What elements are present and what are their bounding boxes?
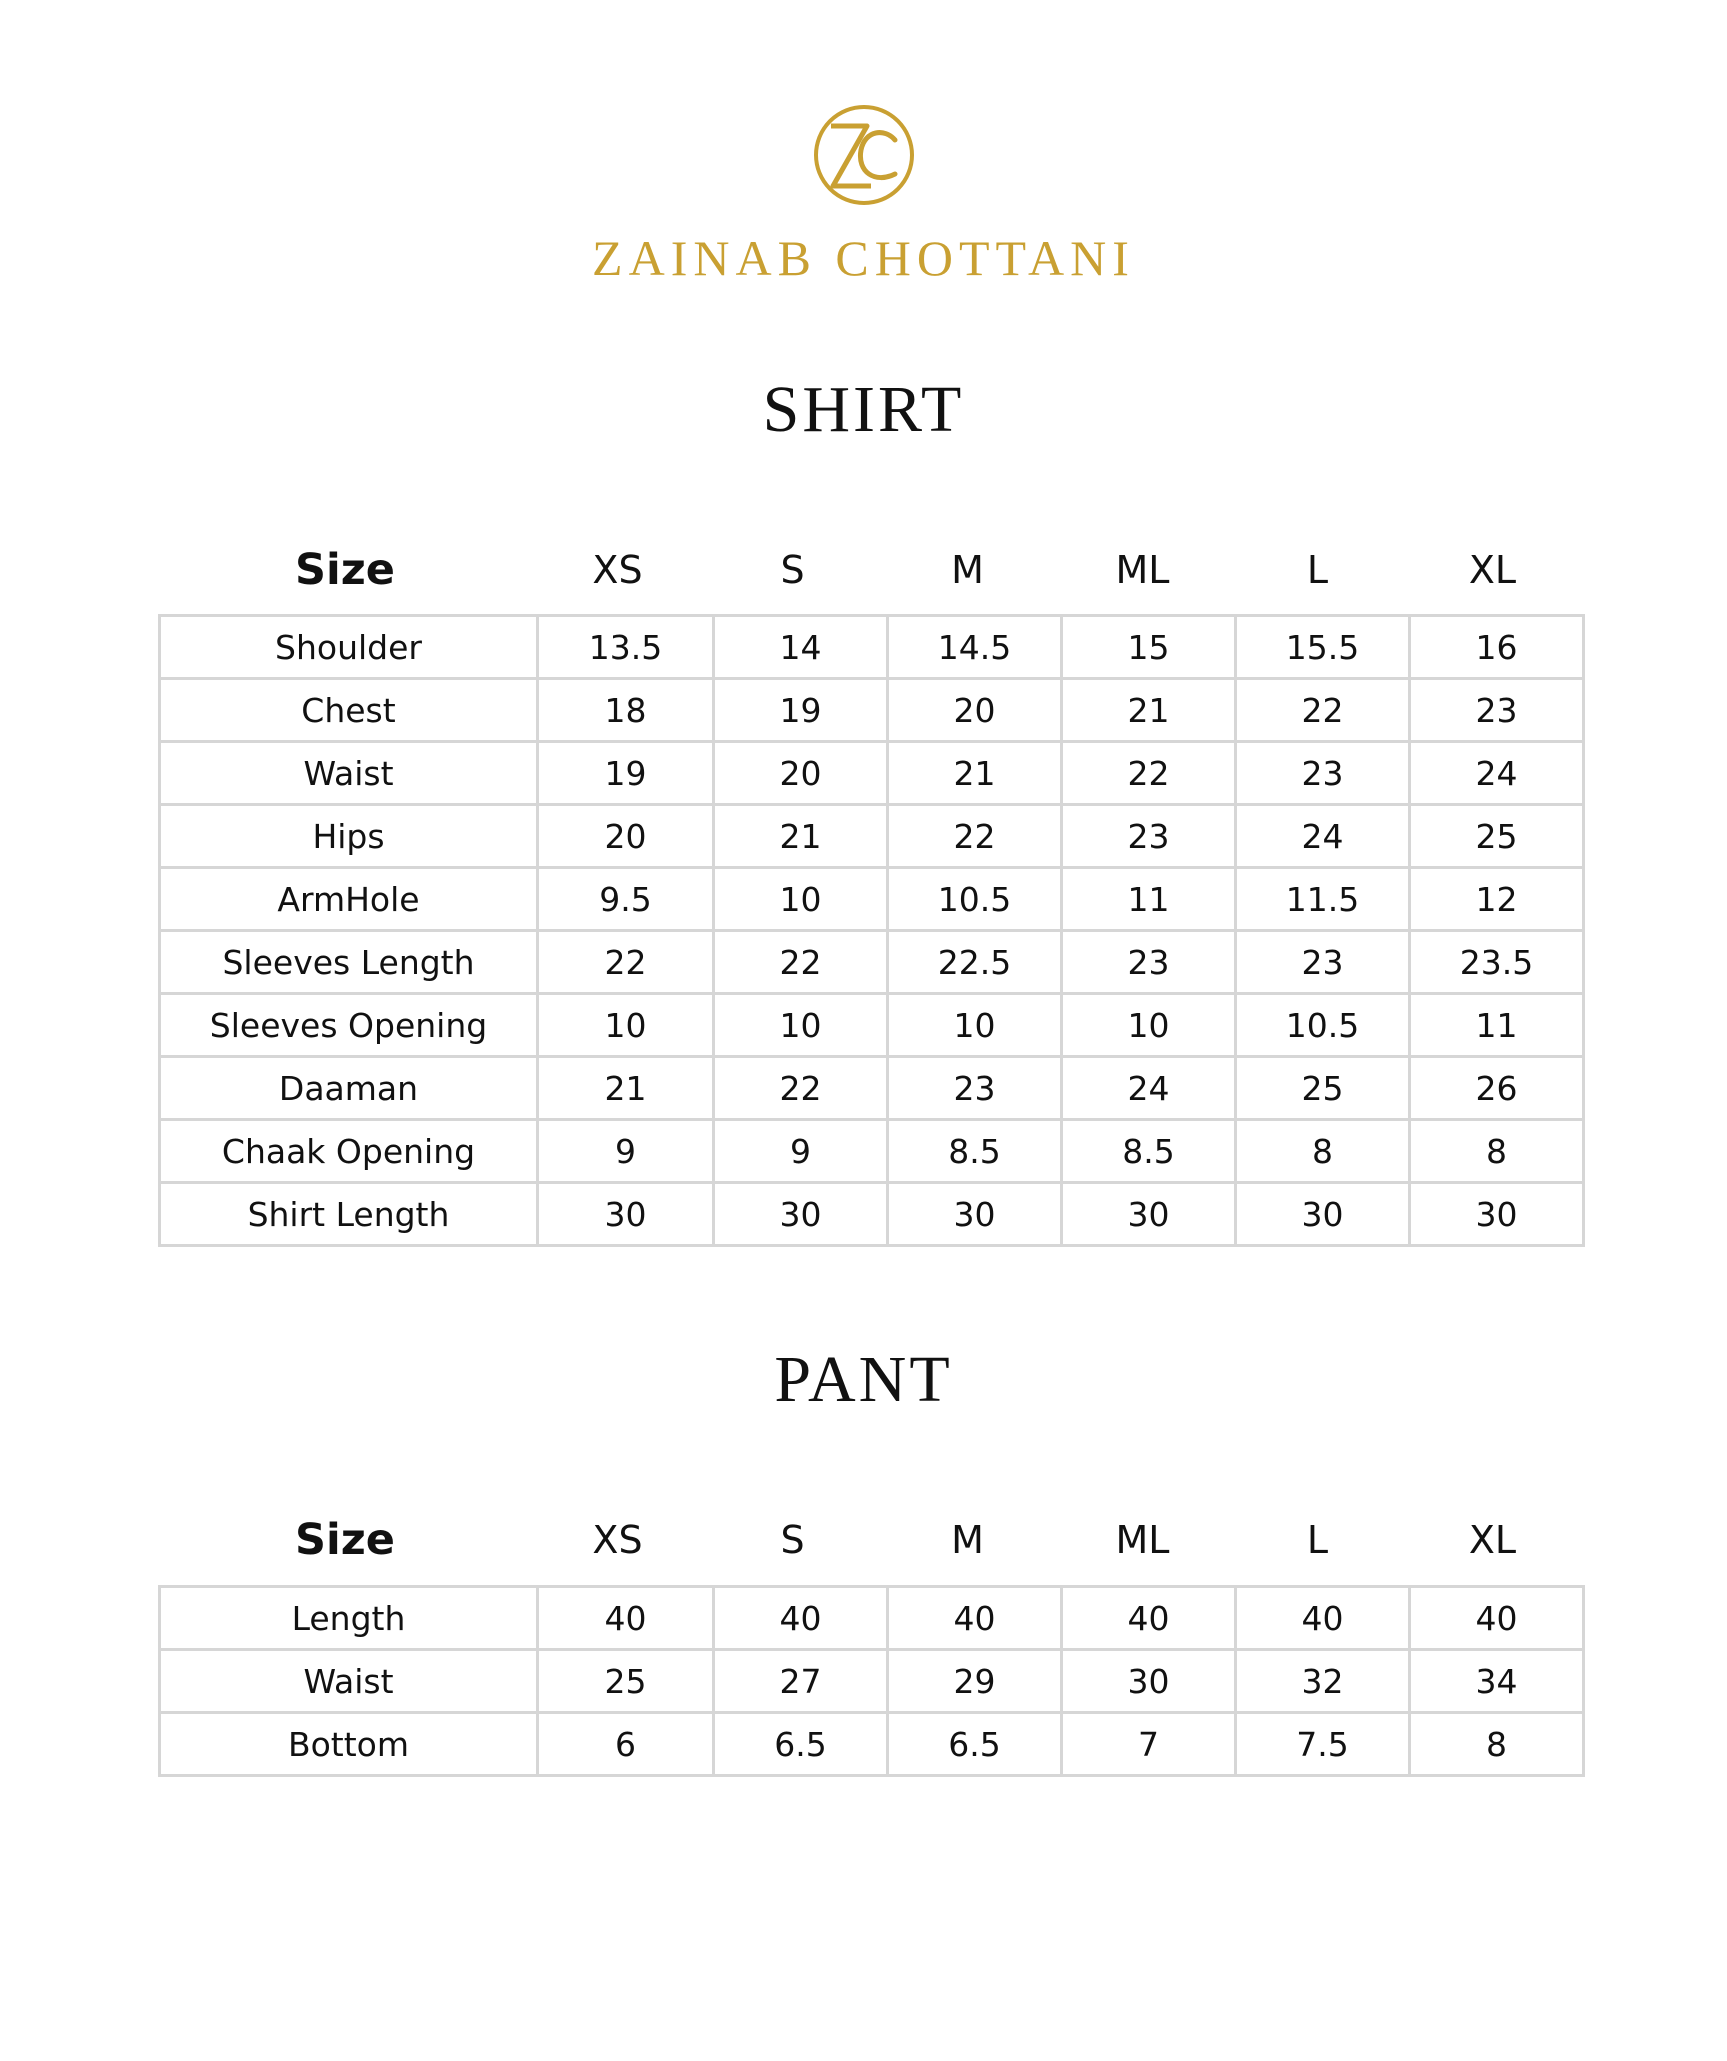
pant-size-l: L: [1306, 1518, 1329, 1562]
table-cell: 27: [714, 1650, 888, 1713]
brand-name: ZAINAB CHOTTANI: [592, 230, 1135, 286]
table-cell: 29: [888, 1650, 1062, 1713]
shirt-size-table: [158, 614, 1585, 1247]
shirt-size-header-label: Size: [295, 545, 395, 595]
pant-section-title: PANT: [774, 1343, 953, 1416]
table-cell: 24: [1062, 1057, 1236, 1120]
table-cell: 40: [1062, 1587, 1236, 1650]
pant-size-xl: XL: [1468, 1518, 1517, 1562]
shirt-size-header: [160, 535, 1580, 605]
shirt-size-xl: XL: [1468, 548, 1517, 592]
table-row: [160, 994, 1584, 1057]
table-cell: 8.5: [1062, 1120, 1236, 1183]
table-cell: 23: [1236, 742, 1410, 805]
table-cell: 21: [888, 742, 1062, 805]
table-cell: 23: [888, 1057, 1062, 1120]
table-cell: 22: [888, 805, 1062, 868]
table-row: [160, 616, 1584, 679]
table-cell: 25: [1236, 1057, 1410, 1120]
row-label: Length: [160, 1587, 538, 1650]
table-cell: 14.5: [888, 616, 1062, 679]
table-cell: 8: [1410, 1713, 1584, 1776]
table-cell: 6.5: [888, 1713, 1062, 1776]
table-cell: 8: [1236, 1120, 1410, 1183]
table-cell: 25: [1410, 805, 1584, 868]
table-cell: 10: [888, 994, 1062, 1057]
table-cell: 21: [1062, 679, 1236, 742]
table-cell: 22: [538, 931, 714, 994]
table-cell: 10.5: [888, 868, 1062, 931]
table-row: [160, 1713, 1584, 1776]
table-cell: 8: [1410, 1120, 1584, 1183]
table-cell: 6.5: [714, 1713, 888, 1776]
row-label: Waist: [160, 1650, 538, 1713]
table-cell: 6: [538, 1713, 714, 1776]
table-cell: 30: [1062, 1183, 1236, 1246]
table-cell: 30: [1410, 1183, 1584, 1246]
table-cell: 10: [714, 868, 888, 931]
table-row: [160, 1650, 1584, 1713]
table-cell: 24: [1410, 742, 1584, 805]
table-cell: 10.5: [1236, 994, 1410, 1057]
pant-size-table: [158, 1585, 1585, 1777]
table-cell: 30: [714, 1183, 888, 1246]
table-cell: 23: [1062, 931, 1236, 994]
table-cell: 10: [538, 994, 714, 1057]
table-cell: 13.5: [538, 616, 714, 679]
shirt-size-m: M: [951, 548, 984, 592]
table-cell: 18: [538, 679, 714, 742]
pant-size-m: M: [951, 1518, 984, 1562]
row-label: ArmHole: [160, 868, 538, 931]
pant-size-header: [160, 1505, 1580, 1575]
table-cell: 30: [1236, 1183, 1410, 1246]
table-cell: 21: [714, 805, 888, 868]
table-cell: 7.5: [1236, 1713, 1410, 1776]
table-cell: 22: [714, 931, 888, 994]
table-cell: 10: [1062, 994, 1236, 1057]
table-cell: 40: [714, 1587, 888, 1650]
table-cell: 23: [1236, 931, 1410, 994]
row-label: Shoulder: [160, 616, 538, 679]
shirt-size-l: L: [1306, 548, 1329, 592]
table-cell: 9.5: [538, 868, 714, 931]
table-row: [160, 1587, 1584, 1650]
table-cell: 40: [1236, 1587, 1410, 1650]
table-cell: 11: [1410, 994, 1584, 1057]
table-cell: 30: [538, 1183, 714, 1246]
table-cell: 30: [1062, 1650, 1236, 1713]
table-cell: 19: [714, 679, 888, 742]
table-cell: 26: [1410, 1057, 1584, 1120]
table-cell: 10: [714, 994, 888, 1057]
table-cell: 20: [888, 679, 1062, 742]
row-label: Chest: [160, 679, 538, 742]
table-cell: 21: [538, 1057, 714, 1120]
table-cell: 9: [714, 1120, 888, 1183]
row-label: Daaman: [160, 1057, 538, 1120]
zc-monogram-logo-icon: [809, 100, 919, 210]
pant-size-header-label: Size: [295, 1515, 395, 1565]
pant-size-ml: ML: [1115, 1518, 1170, 1562]
row-label: Waist: [160, 742, 538, 805]
table-cell: 20: [538, 805, 714, 868]
table-cell: 30: [888, 1183, 1062, 1246]
table-cell: 23.5: [1410, 931, 1584, 994]
table-cell: 12: [1410, 868, 1584, 931]
table-cell: 20: [714, 742, 888, 805]
table-cell: 24: [1236, 805, 1410, 868]
table-cell: 15: [1062, 616, 1236, 679]
shirt-size-xs: XS: [592, 548, 643, 592]
table-cell: 11: [1062, 868, 1236, 931]
shirt-size-ml: ML: [1115, 548, 1170, 592]
row-label: Hips: [160, 805, 538, 868]
row-label: Chaak Opening: [160, 1120, 538, 1183]
table-row: [160, 805, 1584, 868]
table-row: [160, 868, 1584, 931]
pant-size-s: S: [780, 1518, 805, 1562]
table-cell: 22: [1236, 679, 1410, 742]
table-row: [160, 1183, 1584, 1246]
table-cell: 23: [1410, 679, 1584, 742]
row-label: Sleeves Length: [160, 931, 538, 994]
pant-size-xs: XS: [592, 1518, 643, 1562]
table-cell: 22.5: [888, 931, 1062, 994]
row-label: Bottom: [160, 1713, 538, 1776]
table-row: [160, 742, 1584, 805]
table-cell: 14: [714, 616, 888, 679]
table-cell: 7: [1062, 1713, 1236, 1776]
table-cell: 25: [538, 1650, 714, 1713]
table-cell: 32: [1236, 1650, 1410, 1713]
table-row: [160, 679, 1584, 742]
table-cell: 34: [1410, 1650, 1584, 1713]
table-row: [160, 1120, 1584, 1183]
table-cell: 16: [1410, 616, 1584, 679]
table-row: [160, 1057, 1584, 1120]
row-label: Shirt Length: [160, 1183, 538, 1246]
table-cell: 11.5: [1236, 868, 1410, 931]
row-label: Sleeves Opening: [160, 994, 538, 1057]
table-cell: 40: [538, 1587, 714, 1650]
table-cell: 22: [1062, 742, 1236, 805]
table-cell: 40: [888, 1587, 1062, 1650]
table-row: [160, 931, 1584, 994]
table-cell: 22: [714, 1057, 888, 1120]
table-cell: 9: [538, 1120, 714, 1183]
table-cell: 23: [1062, 805, 1236, 868]
shirt-size-s: S: [780, 548, 805, 592]
table-cell: 8.5: [888, 1120, 1062, 1183]
shirt-section-title: SHIRT: [762, 373, 965, 446]
table-cell: 40: [1410, 1587, 1584, 1650]
table-cell: 19: [538, 742, 714, 805]
table-cell: 15.5: [1236, 616, 1410, 679]
brand-logo: [0, 100, 1727, 290]
